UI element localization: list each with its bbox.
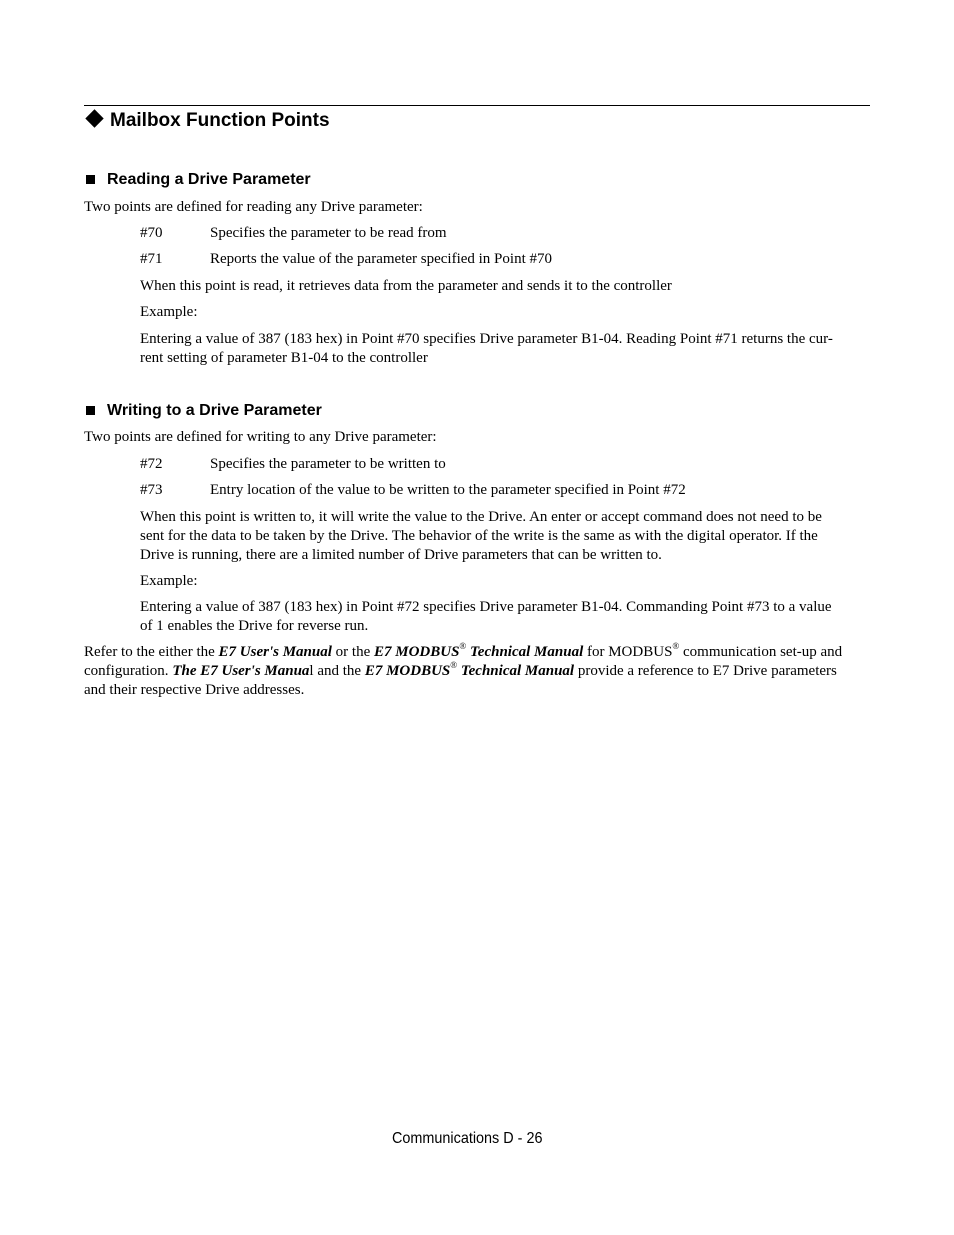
- writing-example-line: Entering a value of 387 (183 hex) in Point #72 specifies Drive parameter B1-04. Commanding Point #73 to a value: [140, 599, 832, 615]
- reference-line: and their respective Drive addresses.: [84, 682, 305, 698]
- page-footer: Communications D - 26: [392, 1130, 543, 1147]
- reading-example-line: Entering a value of 387 (183 hex) in Point #70 specifies Drive parameter B1-04. Reading Point #71 returns the cur-: [140, 331, 833, 347]
- modbus-manual-ref: Technical Manual: [466, 644, 584, 660]
- section-heading: [84, 109, 330, 133]
- reference-line: [84, 662, 876, 681]
- point-70-row: [140, 224, 870, 243]
- registered-mark: ®: [459, 641, 467, 651]
- writing-example-label: Example:: [140, 573, 198, 589]
- reading-example-line: rent setting of parameter B1-04 to the controller: [140, 350, 428, 366]
- point-72-row: [140, 455, 870, 474]
- modbus-manual-ref: E7 MODBUS: [373, 644, 460, 660]
- writing-example: [140, 598, 870, 636]
- modbus-manual-ref: E7 MODBUS: [364, 663, 451, 679]
- reference-text: provide a reference to E7 Drive parameters: [574, 663, 837, 679]
- writing-note-line: sent for the data to be taken by the Drive. The behavior of the write is the same as with the digital operator. If the: [140, 528, 818, 544]
- writing-intro: Two points are defined for writing to any Drive parameter:: [84, 429, 437, 445]
- reference-text: communication set-up and: [679, 644, 843, 660]
- writing-heading-text: Writing to a Drive Parameter: [107, 402, 322, 419]
- reference-line: [84, 643, 876, 662]
- point-71-desc: Reports the value of the parameter specified in Point #70: [210, 251, 552, 267]
- reference-text: Refer to the either the: [84, 644, 219, 660]
- square-bullet-icon: [86, 175, 95, 184]
- point-70-number: #70: [140, 225, 163, 241]
- reading-example: [140, 330, 870, 368]
- point-73-desc: Entry location of the value to be written to the parameter specified in Point #72: [210, 482, 686, 498]
- reading-heading-text: Reading a Drive Parameter: [107, 171, 311, 188]
- point-72-desc: Specifies the parameter to be written to: [210, 456, 446, 472]
- writing-example-line: of 1 enables the Drive for reverse run.: [140, 618, 369, 634]
- writing-note-line: Drive is running, there are a limited number of Drive parameters that can be written to.: [140, 547, 662, 563]
- reading-heading: [84, 170, 311, 190]
- section-title: Mailbox Function Points: [110, 110, 330, 131]
- square-bullet-icon: [86, 406, 95, 415]
- reference-paragraph: [84, 643, 876, 700]
- reference-text: configuration.: [84, 663, 173, 679]
- users-manual-ref: The E7 User's Manua: [172, 663, 310, 679]
- registered-mark: ®: [450, 660, 458, 670]
- point-73-number: #73: [140, 482, 163, 498]
- point-71-row: [140, 250, 870, 269]
- reading-example-label: Example:: [140, 304, 198, 320]
- point-73-row: [140, 481, 870, 500]
- header-rule: [84, 105, 870, 106]
- point-70-desc: Specifies the parameter to be read from: [210, 225, 447, 241]
- reference-text: or the: [331, 644, 374, 660]
- modbus-manual-ref: Technical Manual: [457, 663, 575, 679]
- point-72-number: #72: [140, 456, 163, 472]
- reference-text: for MODBUS: [583, 644, 673, 660]
- point-71-number: #71: [140, 251, 163, 267]
- writing-note-line: When this point is written to, it will write the value to the Drive. An enter or accept command does not need to be: [140, 509, 822, 525]
- registered-mark: ®: [672, 641, 680, 651]
- reference-text: l and the: [309, 663, 365, 679]
- users-manual-ref: E7 User's Manual: [218, 644, 332, 660]
- reading-note: When this point is read, it retrieves data from the parameter and sends it to the controller: [140, 278, 672, 294]
- diamond-bullet-icon: [85, 109, 103, 127]
- writing-note: [140, 508, 870, 565]
- writing-heading: [84, 401, 322, 421]
- reading-intro: Two points are defined for reading any Drive parameter:: [84, 199, 423, 215]
